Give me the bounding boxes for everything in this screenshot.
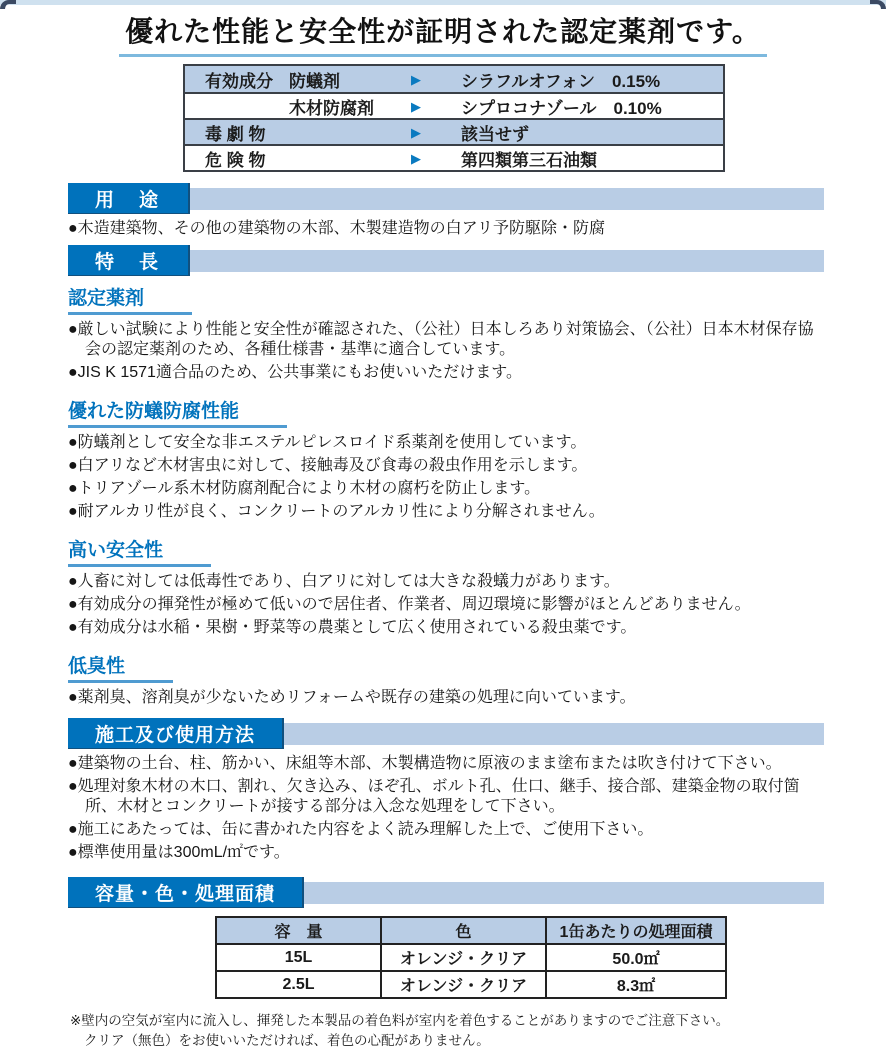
- cell-color: オレンジ・クリア: [381, 944, 546, 971]
- section-header-application: [68, 718, 824, 749]
- performance-bullets: [68, 433, 826, 522]
- cell-volume: 15L: [216, 944, 381, 971]
- bullet-item: ● 白アリなど木材害虫に対して、接触毒及び食毒の殺虫作用を示します。: [68, 456, 826, 476]
- page-title: 優れた性能と安全性が証明された認定薬剤です。: [119, 10, 767, 57]
- table-row: [216, 971, 726, 998]
- low-odor-bullets: [68, 688, 826, 708]
- arrow-icon: ▶: [411, 71, 421, 87]
- section-title-application: 施工及び使用方法: [68, 718, 284, 749]
- spec-row-preservative: [185, 92, 723, 118]
- application-content: [68, 754, 826, 863]
- spec-value: 該当せず: [461, 125, 529, 144]
- subheading-performance: 優れた防蟻防腐性能: [68, 396, 287, 428]
- frame-corner-right: [870, 0, 886, 9]
- section-title-usage: 用 途: [68, 183, 190, 214]
- spec-label-group: 毒 劇 物: [205, 125, 266, 144]
- bullet-item: ● トリアゾール系木材防腐剤配合により木材の腐朽を防止します。: [68, 479, 826, 499]
- section-header-usage: [68, 183, 824, 214]
- bullet-item: ● 木造建築物、その他の建築物の木部、木製建造物の白アリ予防駆除・防腐: [68, 219, 826, 239]
- capacity-col-color: 色: [381, 917, 546, 944]
- cell-area: 8.3㎡: [546, 971, 726, 998]
- bullet-item: ● 有効成分の揮発性が極めて低いので居住者、作業者、周辺環境に影響がほとんどありません。: [68, 595, 826, 615]
- section-title-capacity: 容量・色・処理面積: [68, 877, 304, 908]
- section-header-capacity: [68, 877, 824, 908]
- section-fill-bar: [190, 188, 824, 210]
- bullet-item: ● 薬剤臭、溶剤臭が少ないためリフォームや既存の建築の処理に向いています。: [68, 688, 826, 708]
- spec-label-group: 危 険 物: [205, 151, 266, 170]
- usage-bullets: [68, 219, 826, 239]
- footnote-line-1: ※壁内の空気が室内に流入し、揮発した本製品の着色料が室内を着色することがありますのでご注意下さい。: [70, 1013, 730, 1028]
- capacity-col-volume: 容 量: [216, 917, 381, 944]
- spec-label-group: 有効成分: [205, 71, 273, 91]
- bullet-item: ● 防蟻剤として安全な非エステルピレスロイド系薬剤を使用しています。: [68, 433, 826, 453]
- bullet-item: ● 耐アルカリ性が良く、コンクリートのアルカリ性により分解されません。: [68, 502, 826, 522]
- capacity-header-row: [216, 917, 726, 944]
- bullet-item: ● 人畜に対しては低毒性であり、白アリに対しては大きな殺蟻力があります。: [68, 572, 826, 592]
- subheading-safety: 高い安全性: [68, 535, 211, 567]
- bullet-item: ● 厳しい試験により性能と安全性が確認された、（公社）日本しろあり対策協会、（公社）日本木材保存協会の認定薬剤のため、各種仕様書・基準に適合しています。: [68, 320, 826, 360]
- arrow-icon: ▶: [411, 151, 421, 166]
- cell-color: オレンジ・クリア: [381, 971, 546, 998]
- certified-bullets: [68, 320, 826, 383]
- cell-volume: 2.5L: [216, 971, 381, 998]
- subheading-low-odor: 低臭性: [68, 651, 173, 683]
- application-bullets: [68, 754, 826, 863]
- section-fill-bar: [284, 723, 824, 745]
- capacity-table: [215, 916, 727, 999]
- spec-row-hazard: [185, 144, 723, 170]
- frame-corner-left: [0, 0, 16, 9]
- subheading-certified: 認定薬剤: [68, 283, 192, 315]
- spec-value: シラフルオフォン 0.15%: [461, 71, 661, 91]
- section-fill-bar: [190, 250, 824, 272]
- ingredient-spec-table: [183, 64, 725, 172]
- section-header-features: [68, 245, 824, 276]
- arrow-icon: ▶: [411, 125, 421, 140]
- footnote-line-2: クリア（無色）をお使いいただければ、着色の心配がありません。: [84, 1033, 490, 1048]
- spec-row-termiticide: [185, 66, 723, 92]
- top-border-strip: [0, 0, 886, 5]
- cell-area: 50.0㎡: [546, 944, 726, 971]
- bullet-item: ● 施工にあたっては、缶に書かれた内容をよく読み理解した上で、ご使用下さい。: [68, 820, 826, 840]
- table-row: [216, 944, 726, 971]
- features-content: [68, 276, 826, 708]
- footnote: [70, 1011, 826, 1051]
- bullet-item: ● JIS K 1571適合品のため、公共事業にもお使いいただけます。: [68, 363, 826, 383]
- bullet-item: ● 処理対象木材の木口、割れ、欠き込み、ほぞ孔、ボルト孔、仕口、継手、接合部、建築金物の取付箇所、木材とコンクリートが接する部分は入念な処理をして下さい。: [68, 777, 826, 817]
- bullet-item: ● 有効成分は水稲・果樹・野菜等の農薬として広く使用されている殺虫薬です。: [68, 618, 826, 638]
- spec-label-sub: 木材防腐剤: [289, 99, 374, 118]
- title-block: [0, 10, 886, 57]
- bullet-item: ● 標準使用量は300mL/㎡です。: [68, 843, 826, 863]
- safety-bullets: [68, 572, 826, 638]
- arrow-icon: ▶: [411, 99, 421, 114]
- spec-label-sub: 防蟻剤: [289, 71, 340, 91]
- bullet-item: ● 建築物の土台、柱、筋かい、床組等木部、木製構造物に原液のまま塗布または吹き付けて下さい。: [68, 754, 826, 774]
- spec-value: 第四類第三石油類: [461, 151, 597, 170]
- capacity-col-area: 1缶あたりの処理面積: [546, 917, 726, 944]
- usage-content: [68, 219, 826, 239]
- section-fill-bar: [304, 882, 824, 904]
- section-title-features: 特 長: [68, 245, 190, 276]
- spec-row-poison: [185, 118, 723, 144]
- spec-value: シプロコナゾール 0.10%: [461, 99, 662, 118]
